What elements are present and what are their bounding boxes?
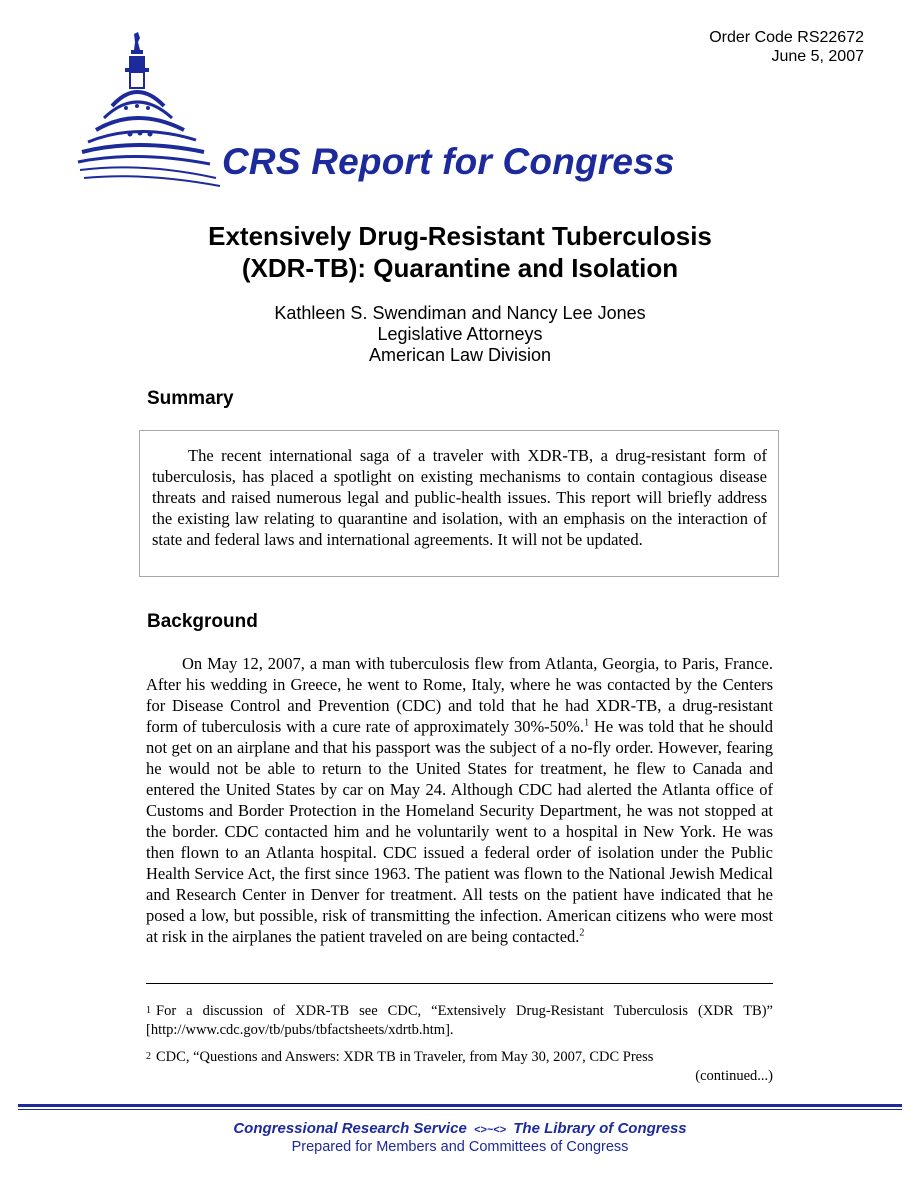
footnote-2-continued: (continued...) <box>695 1068 773 1084</box>
capitol-dome-logo <box>74 28 224 188</box>
summary-heading: Summary <box>147 388 234 409</box>
footer-publisher <box>0 1120 920 1137</box>
footer-rule-thick <box>18 1104 902 1107</box>
background-text-part1: On May 12, 2007, a man with tuberculosis flew from Atlanta, Georgia, to Paris, France. After his wedding in Greece, he went to Rome, Italy, where he was contacted by the Centers for Disease Control and Prevention (CDC) and told that he had XDR-TB, a drug-resistant form of tuberculosis with a cure rate of approximately 30%-50%. <box>146 654 773 736</box>
background-body <box>146 653 773 947</box>
footnote-divider <box>146 983 773 984</box>
footnote-ref-1[interactable]: 1 <box>584 717 590 729</box>
summary-text: The recent international saga of a traveler with XDR-TB, a drug-resistant form of tuberculosis, has placed a spotlight on existing mechanisms to contain contagious disease threats and raised numerous legal and public-health issues. This report will briefly address the existing law relating to quarantine and isolation, with an emphasis on the interaction of state and federal laws and international agreements. It will not be updated. <box>152 446 767 549</box>
background-heading: Background <box>147 611 258 632</box>
crs-brand-title: CRS Report for Congress <box>222 141 675 182</box>
title-line-1: Extensively Drug-Resistant Tuberculosis <box>208 221 712 251</box>
footnote-2-text: CDC, “Questions and Answers: XDR TB in Traveler, from May 30, 2007, CDC Press <box>156 1049 654 1065</box>
footer-crs: Congressional Research Service <box>233 1120 467 1137</box>
footer-prepared: Prepared for Members and Committees of Congress <box>291 1139 629 1155</box>
author-role: Legislative Attorneys <box>377 324 543 344</box>
order-code-block <box>709 28 864 66</box>
footer-loc: The Library of Congress <box>513 1120 687 1137</box>
order-code: Order Code RS22672 <box>709 29 864 46</box>
footnote-1-number: 1 <box>146 1005 151 1016</box>
footnote-2 <box>146 1048 773 1086</box>
summary-box <box>139 430 779 577</box>
author-block <box>0 303 920 366</box>
footnote-ref-2[interactable]: 2 <box>579 927 585 939</box>
footer-ornament: <>~<> <box>473 1124 507 1136</box>
background-paragraph <box>146 653 773 947</box>
title-line-2: (XDR-TB): Quarantine and Isolation <box>241 253 679 283</box>
author-division: American Law Division <box>368 345 552 365</box>
footnote-2-number: 2 <box>146 1051 151 1062</box>
author-names: Kathleen S. Swendiman and Nancy Lee Jones <box>274 303 646 323</box>
footer-rule-thin <box>18 1109 902 1110</box>
report-date: June 5, 2007 <box>771 48 864 65</box>
background-text-part2: He was told that he should not get on an airplane and that his passport was the subject of a no-fly order. However, fearing he would not be able to return to the United States for treatment, he flew to Canada and entered the United States by car on May 24. Although CDC had alerted the Atlanta office of Customs and Border Protection in the Homeland Security Department, he was not stopped at the border. CDC contacted him and he voluntarily went to a hospital in New York. He was then flown to an Atlanta hospital. CDC issued a federal order of isolation under the Public Health Service Act, the first since 1963. The patient was flown to the National Jewish Medical and Research Center in Denver for treatment. All tests on the patient have indicated that he posed a low, but possible, risk of transmitting the infection. American citizens who were most at risk in the airplanes the patient traveled on are being contacted. <box>146 717 773 946</box>
footnote-1-text: For a discussion of XDR-TB see CDC, “Extensively Drug-Resistant Tuberculosis (XDR TB)” [http://www.cdc.gov/tb/pubs/tbfactsheets/xdrtb.htm]. <box>146 1003 773 1038</box>
report-title <box>0 220 920 284</box>
footnote-1 <box>146 1002 773 1040</box>
